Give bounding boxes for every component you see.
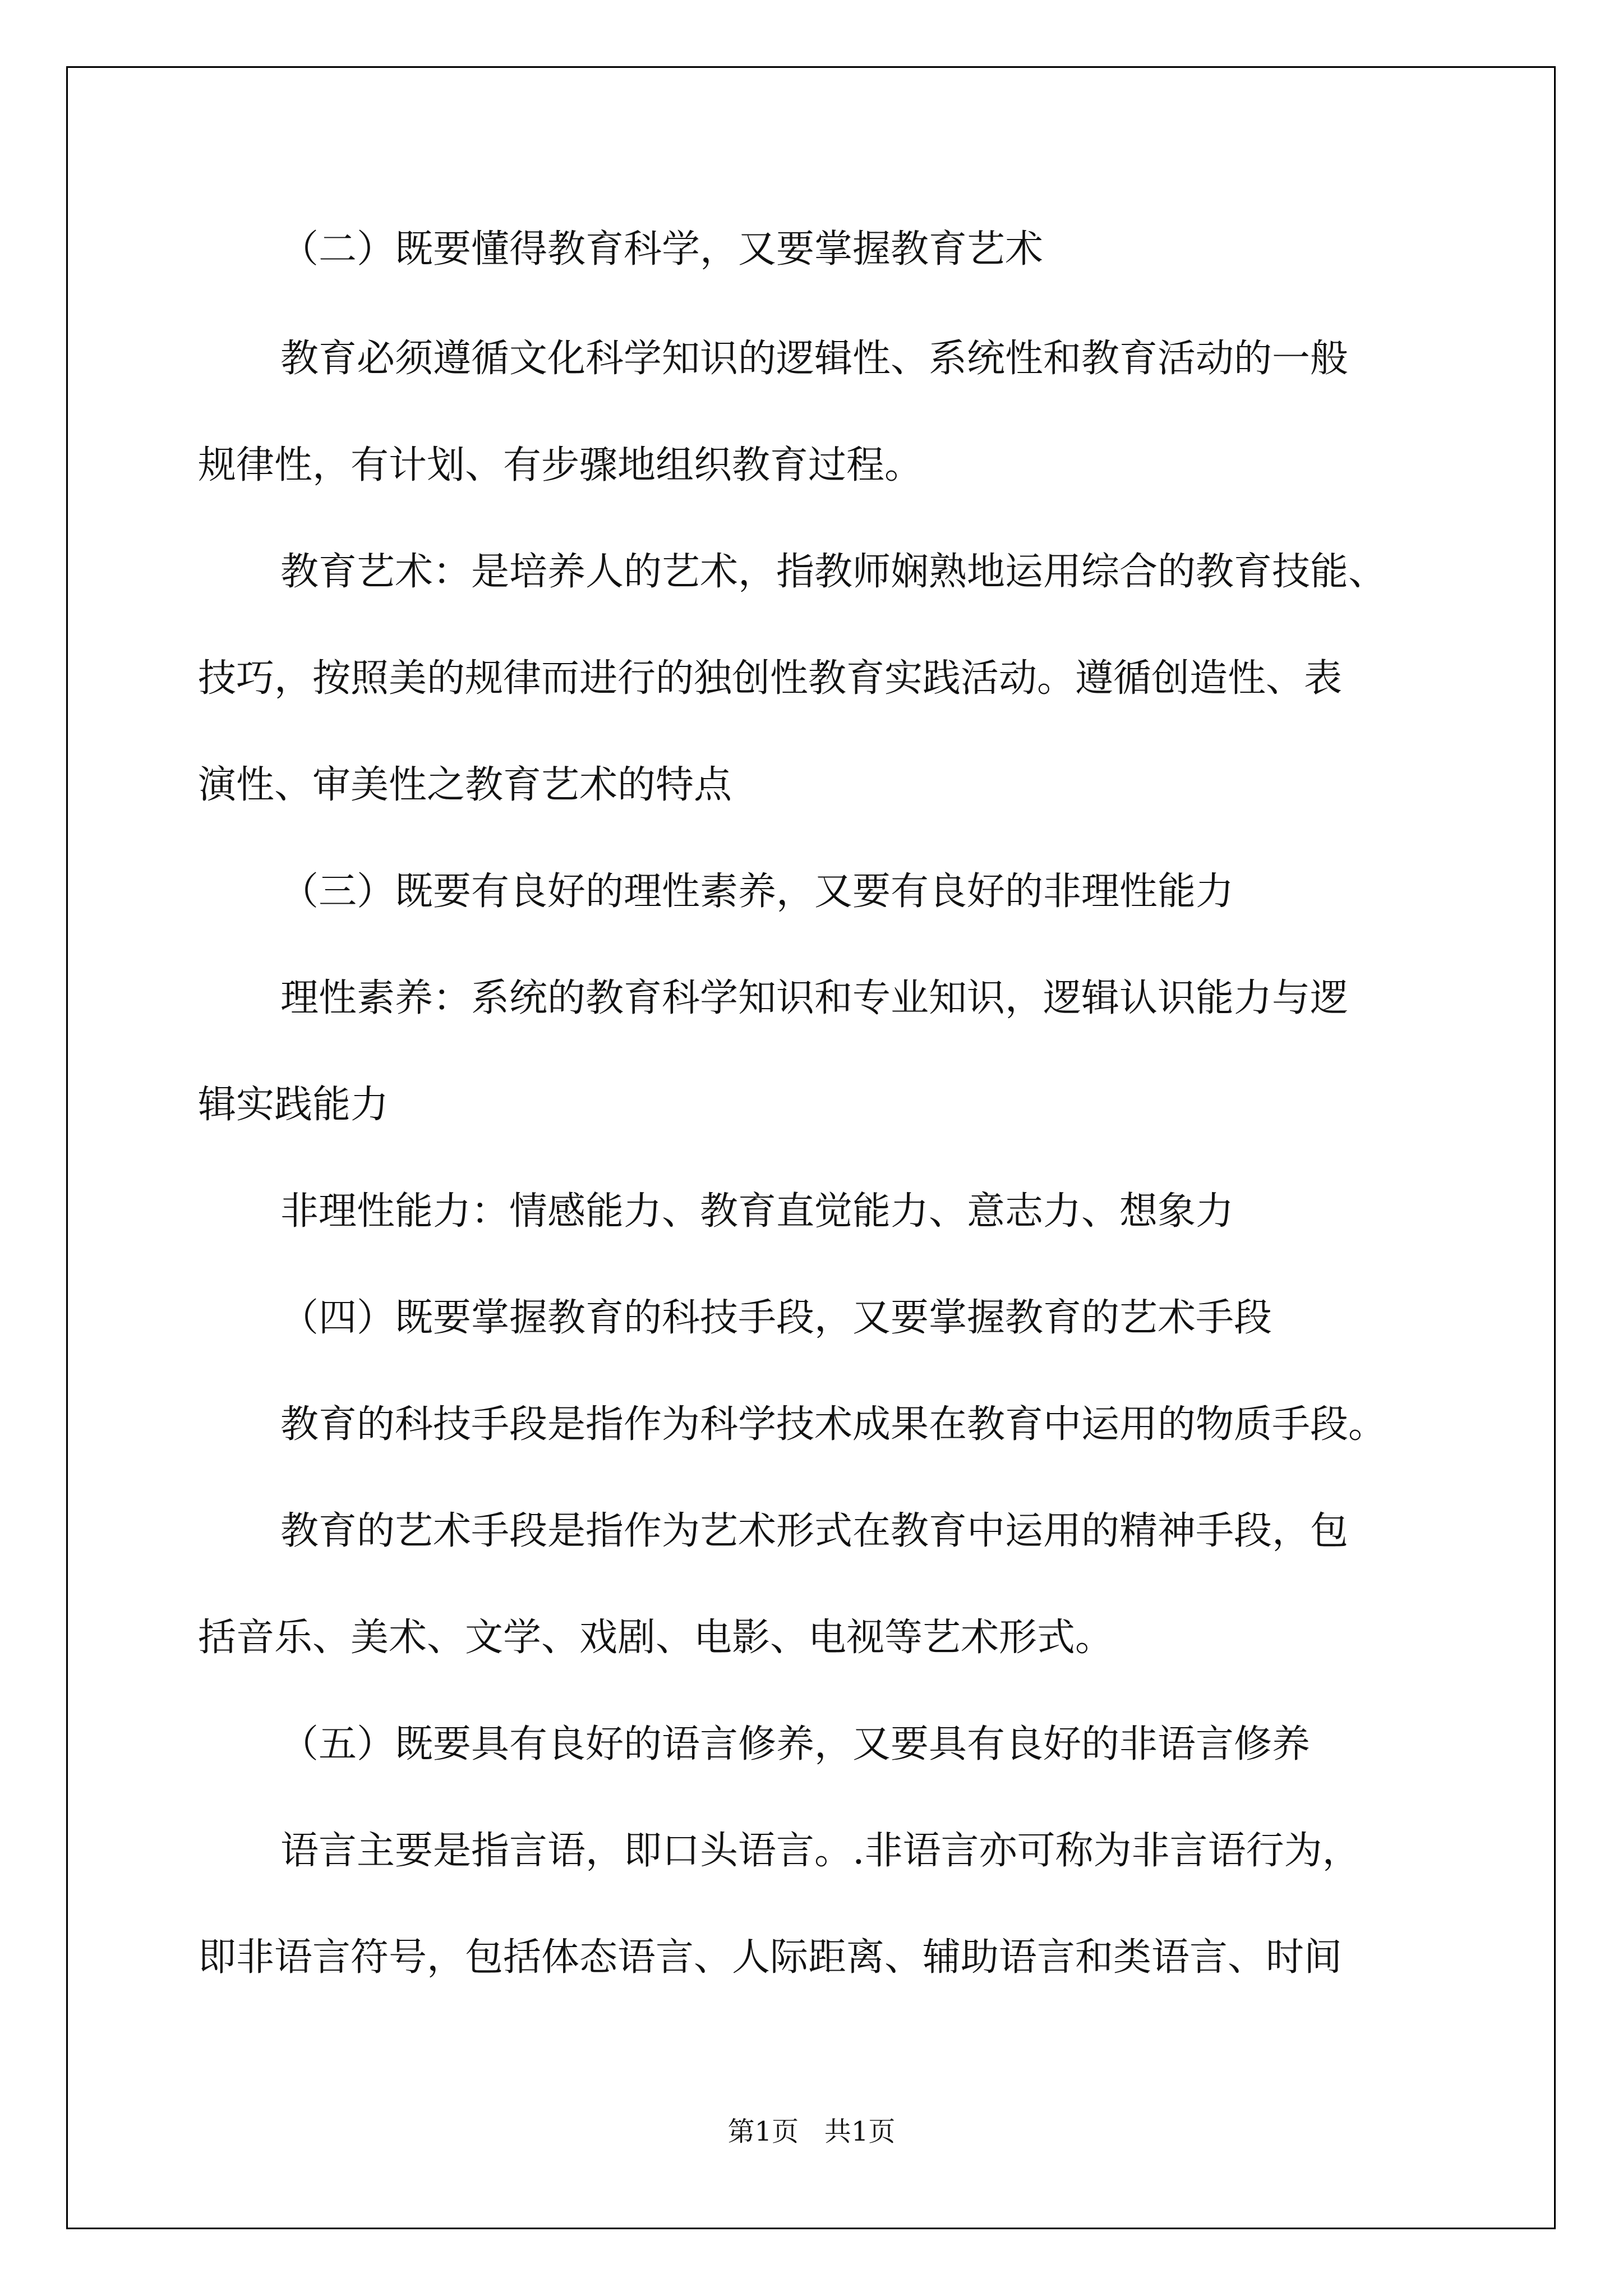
paragraph-line: 教育艺术：是培养人的艺术，指教师娴熟地运用综合的教育技能、 xyxy=(280,550,1387,594)
paragraph-line: 即非语言符号，包括体态语言、人际距离、辅助语言和类语言、时间 xyxy=(198,1935,1343,1980)
paragraph-line: 语言主要是指言语，即口头语言。.非语言亦可称为非言语行为， xyxy=(280,1829,1361,1873)
paragraph-line: 括音乐、美术、文学、戏剧、电影、电视等艺术形式。 xyxy=(198,1616,1114,1660)
section-heading-4: （四）既要掌握教育的科技手段，又要掌握教育的艺术手段 xyxy=(280,1296,1272,1340)
paragraph-line: 教育的科技手段是指作为科学技术成果在教育中运用的物质手段。 xyxy=(280,1402,1387,1447)
paragraph-line: 非理性能力：情感能力、教育直觉能力、意志力、想象力 xyxy=(280,1189,1234,1234)
section-heading-5: （五）既要具有良好的语言修养，又要具有良好的非语言修养 xyxy=(280,1722,1311,1766)
paragraph-line: 教育必须遵循文化科学知识的逻辑性、系统性和教育活动的一般 xyxy=(280,337,1349,381)
page-border xyxy=(66,66,1556,2229)
page-number-footer: 第1页 共1页 xyxy=(727,2116,896,2147)
section-heading-2: （二）既要懂得教育科学，又要掌握教育艺术 xyxy=(280,227,1044,272)
paragraph-line: 辑实践能力 xyxy=(198,1083,389,1127)
paragraph-line: 教育的艺术手段是指作为艺术形式在教育中运用的精神手段，包 xyxy=(280,1509,1349,1553)
paragraph-line: 技巧，按照美的规律而进行的独创性教育实践活动。遵循创造性、表 xyxy=(198,656,1343,701)
paragraph-line: 规律性，有计划、有步骤地组织教育过程。 xyxy=(198,443,923,487)
section-heading-3: （三）既要有良好的理性素养，又要有良好的非理性能力 xyxy=(280,869,1234,914)
paragraph-line: 理性素养：系统的教育科学知识和专业知识，逻辑认识能力与逻 xyxy=(280,976,1349,1020)
paragraph-line: 演性、审美性之教育艺术的特点 xyxy=(198,763,732,807)
